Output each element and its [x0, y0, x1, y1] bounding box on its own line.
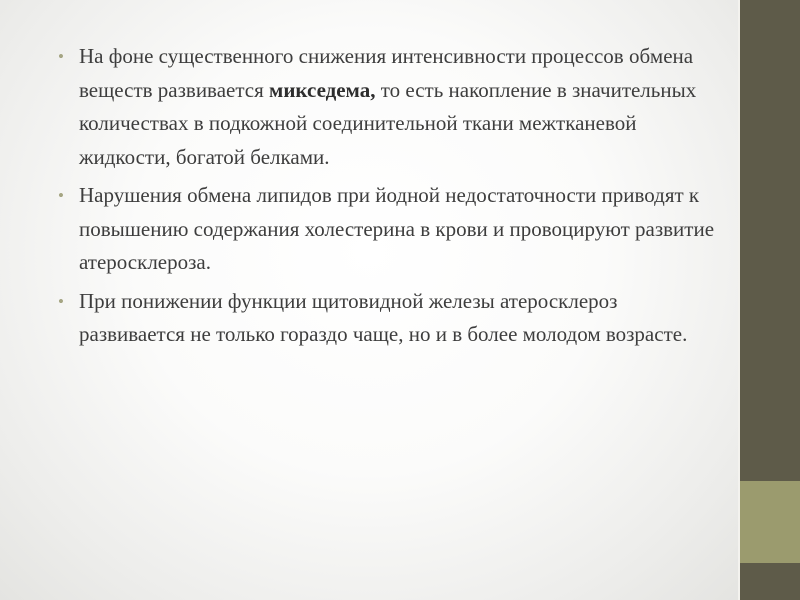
bullet-dot-icon: • [58, 47, 64, 66]
bullet-text-before: На фоне существенного снижения интенсивности процессов обмена веществ развивается [79, 44, 694, 102]
bullet-list [58, 40, 718, 357]
bullet-text: Нарушения обмена липидов при йодной недостаточности приводят к повышению содержания холестерина в крови и провоцируют развитие атеросклероза. [79, 183, 715, 274]
sidebar-accent-block [740, 481, 800, 563]
bullet-item-lipids [58, 179, 718, 280]
bullet-dot-icon: • [58, 186, 64, 205]
bullet-dot-icon: • [58, 291, 64, 311]
bullet-item-atherosclerosis [58, 285, 718, 352]
bullet-text: При понижении функции щитовидной железы атеросклероз развивается не только гораздо чаще, но и в более молодом возрасте. [79, 288, 688, 346]
bullet-text-after: то есть накопление в значительных количествах в подкожной соединительной ткани межтканевой жидкости, богатой белками. [79, 77, 697, 169]
bullet-item-myxedema [58, 40, 718, 174]
bullet-bold-term: микседема, [269, 77, 376, 102]
